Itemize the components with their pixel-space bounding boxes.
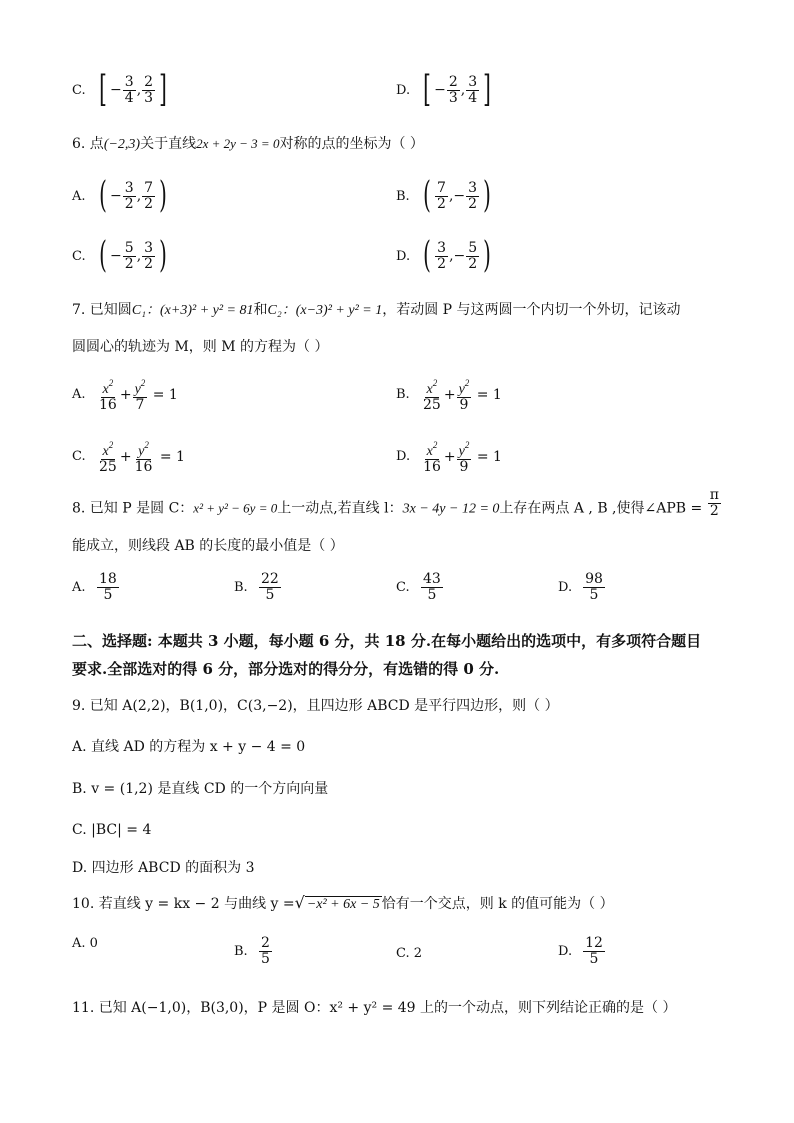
q10-option-a: A. 0 <box>72 936 98 951</box>
fraction: $\frac{3}{4}$ <box>468 73 478 106</box>
q8-option-a: A. $\frac{18}{5}$ <box>72 571 117 603</box>
q11-stem: 11. 已知 A(−1,0)，B(3,0)，P 是圆 O：x² + y² = 49 上的一个动点，则下列结论正确的是（ ） <box>72 1000 677 1016</box>
q7-stem-line1: 7. 已知圆C₁：(x+3)² + y² = 81和C₂：(x−3)² + y² = 1，若动圆 P 与这两圆一个内切一个外切，记该动 <box>72 302 681 318</box>
section2-heading-line1: 二、选择题: 本题共 3 小题，每小题 6 分，共 18 分.在每小题给出的选项中，有多项符合题目 <box>72 632 702 650</box>
section2-heading-line2: 要求.全部选对的得 6 分，部分选对的得分分，有选错的得 0 分. <box>72 660 500 678</box>
q6-option-b: B. ( $\frac{7}{2}$ , − $\frac{3}{2}$ ) <box>396 175 491 216</box>
sign: − <box>110 82 122 98</box>
fraction: $\frac{2}{3}$ <box>448 73 458 106</box>
q7-stem-line2: 圆圆心的轨迹为 M，则 M 的方程为（ ） <box>72 339 329 355</box>
q7-option-d: D. $\frac{x^2}{16}$ + $\frac{y^2}{9}$ = 1 <box>396 440 502 475</box>
q6-stem: 6. 点(−2,3)关于直线2x + 2y − 3 = 0对称的点的坐标为（ ） <box>72 136 424 152</box>
q7-option-b: B. $\frac{x^2}{25}$ + $\frac{y^2}{9}$ = 1 <box>396 378 502 413</box>
bracket-open: [ <box>99 69 107 110</box>
q10-stem: 10. 若直线 y = kx − 2 与曲线 y =√ −x² + 6x − 5 恰有一个交点，则 k 的值可能为（ ） <box>72 893 614 912</box>
q7-option-c: C. $\frac{x^2}{25}$ + $\frac{y^2}{16}$ = 1 <box>72 440 185 475</box>
sign: − <box>434 82 446 98</box>
q8-option-c: C. $\frac{43}{5}$ <box>396 571 441 603</box>
q8-option-b: B. $\frac{22}{5}$ <box>234 571 279 603</box>
q10-option-b: B. $\frac{2}{5}$ <box>234 935 270 967</box>
q6-option-c: C. ( − $\frac{5}{2}$ , $\frac{3}{2}$ ) <box>72 235 167 276</box>
bracket-close: ] <box>159 69 167 110</box>
q6-option-d: D. ( $\frac{3}{2}$ , − $\frac{5}{2}$ ) <box>396 235 492 276</box>
q5-option-d: D. [ − $\frac{2}{3}$ , $\frac{3}{4}$ ] <box>396 69 492 110</box>
q9-option-d: D. 四边形 ABCD 的面积为 3 <box>72 860 255 876</box>
q9-stem: 9. 已知 A(2,2)，B(1,0)，C(3,−2)，且四边形 ABCD 是平行四边形，则（ ） <box>72 698 559 714</box>
sqrt-radicand: −x² + 6x − 5 <box>306 897 380 912</box>
q9-option-a: A. 直线 AD 的方程为 x + y − 4 = 0 <box>72 739 306 755</box>
q8-option-d: D. $\frac{98}{5}$ <box>558 571 603 603</box>
option-label: C. <box>72 82 86 98</box>
q8-stem-line1: 8. 已知 P 是圆 C：x² + y² − 6y = 0上一动点,若直线 l：3x − 4y − 12 = 0上存在两点 A , B ,使得∠APB = $\frac{\pi}{2}$ <box>72 487 719 519</box>
q7-option-a: A. $\frac{x^2}{16}$ + $\frac{y^2}{7}$ = 1 <box>72 378 178 413</box>
fraction: $\frac{3}{4}$ <box>124 73 134 106</box>
fraction: $\frac{2}{3}$ <box>144 73 154 106</box>
q6-option-a: A. ( − $\frac{3}{2}$ , $\frac{7}{2}$ ) <box>72 175 167 216</box>
q9-option-b: B. v = (1,2) 是直线 CD 的一个方向向量 <box>72 781 329 797</box>
bracket-close: ] <box>483 69 492 110</box>
q9-option-c: C. |BC| = 4 <box>72 822 152 838</box>
q10-option-c: C. 2 <box>396 946 423 961</box>
q8-stem-line2: 能成立，则线段 AB 的长度的最小值是（ ） <box>72 538 344 554</box>
q5-option-c: C. [ − $\frac{3}{4}$ , $\frac{2}{3}$ ] <box>72 69 167 110</box>
bracket-open: [ <box>423 69 431 110</box>
option-label: D. <box>396 82 411 98</box>
q10-option-d: D. $\frac{12}{5}$ <box>558 935 603 967</box>
